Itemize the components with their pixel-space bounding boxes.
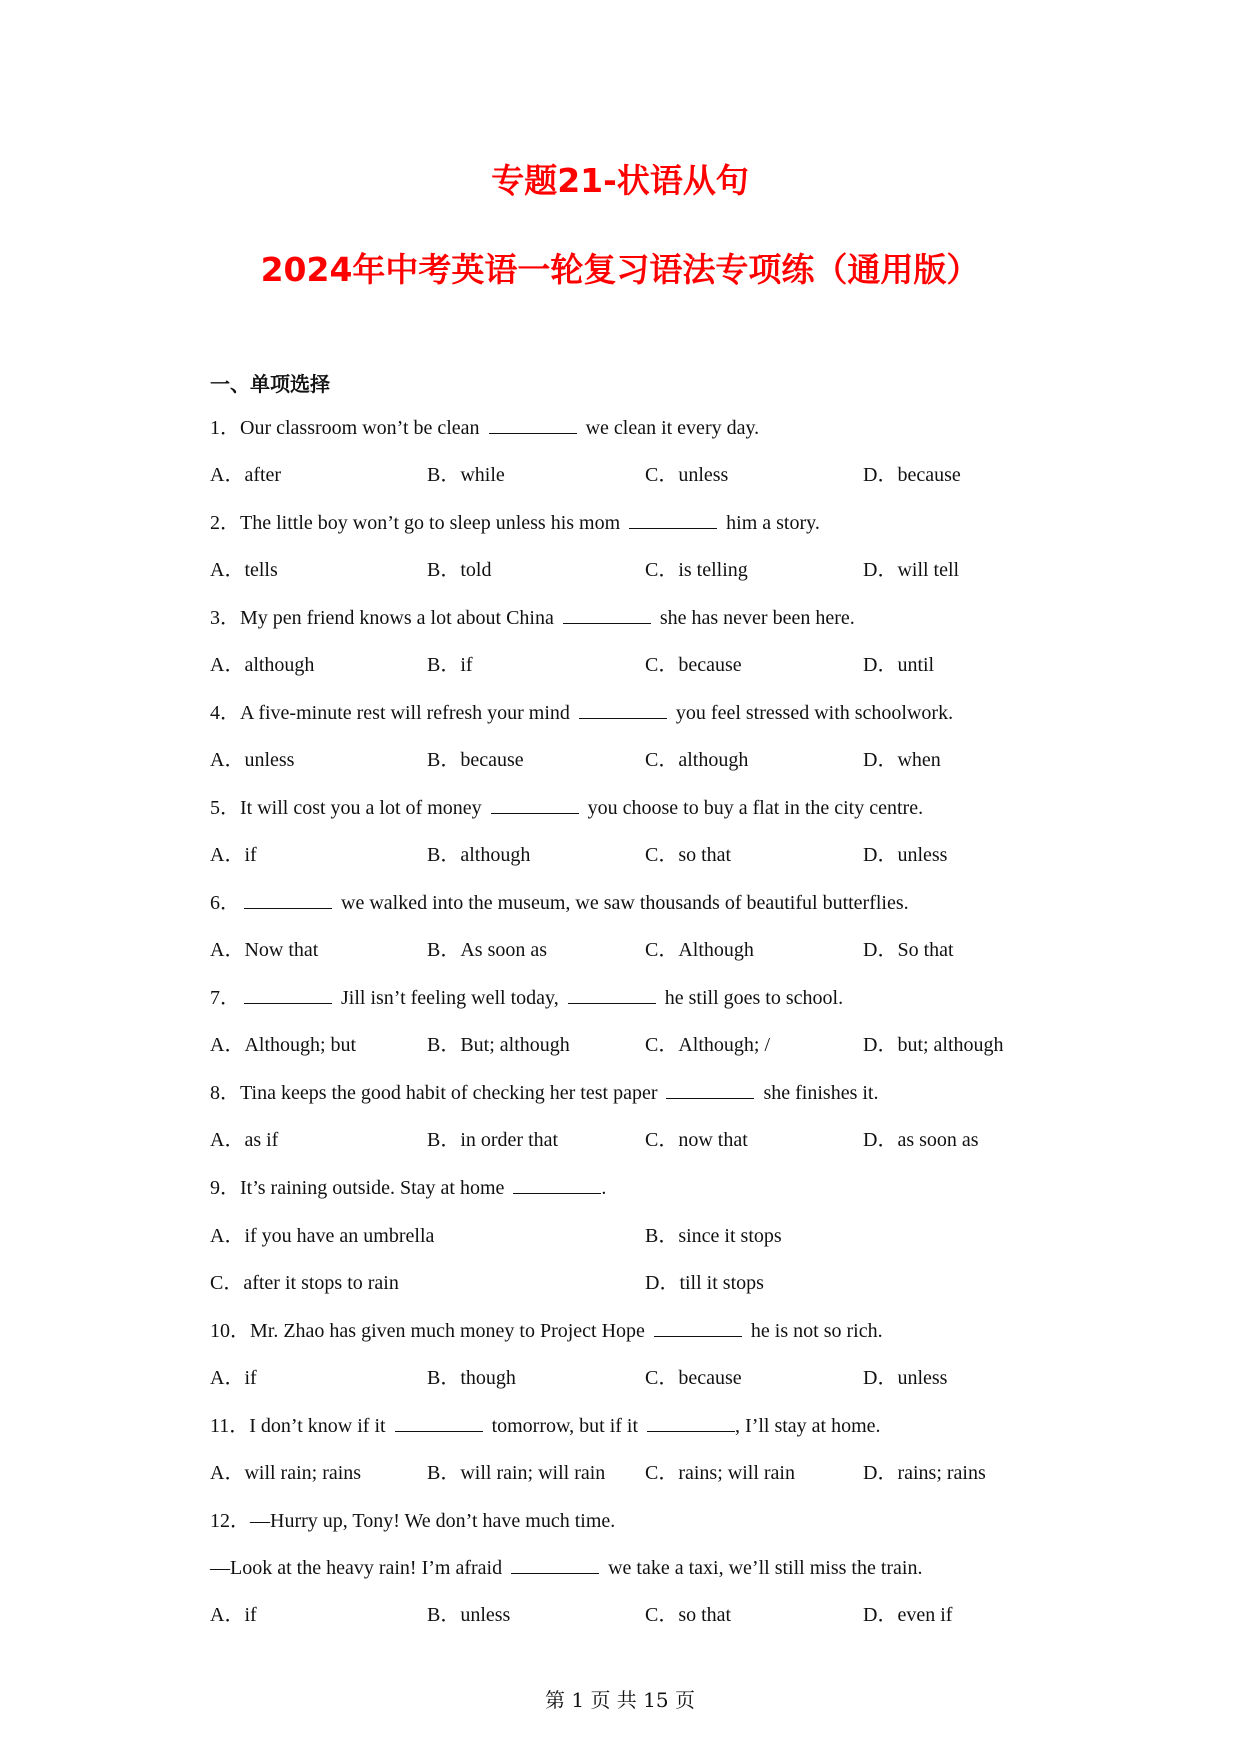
option-b: B．As soon as — [427, 939, 548, 961]
question-5 — [210, 795, 923, 821]
option-d: D．when — [863, 749, 941, 771]
option-d: D．rains; rains — [863, 1462, 986, 1484]
option-b: B．told — [427, 559, 492, 581]
answer-blank — [647, 1413, 735, 1432]
question-stem: A five-minute rest will refresh your mind — [240, 702, 575, 724]
question-number: 9． — [210, 1177, 240, 1199]
question-stem: Our classroom won’t be clean — [240, 417, 485, 439]
question-stem: It will cost you a lot of money — [240, 797, 487, 819]
option-c: C．Although; / — [645, 1034, 771, 1056]
option-a: A．Although; but — [210, 1034, 357, 1056]
question-number: 3． — [210, 607, 240, 629]
question-stem: she has never been here. — [654, 607, 855, 629]
question-stem: you feel stressed with schoolwork. — [670, 702, 954, 724]
question-stem: him a story. — [721, 512, 820, 534]
option-d: D．unless — [863, 844, 948, 866]
answer-blank — [491, 795, 579, 814]
option-c: C．because — [645, 654, 742, 676]
question-stem: he is not so rich. — [745, 1320, 883, 1342]
option-c: C．because — [645, 1367, 742, 1389]
section-heading: 一、单项选择 — [210, 372, 330, 396]
question-number: 6． — [210, 892, 240, 914]
question-stem: we clean it every day. — [580, 417, 760, 439]
question-number: 2． — [210, 512, 240, 534]
answer-blank — [629, 510, 717, 529]
option-c: C．now that — [645, 1129, 748, 1151]
question-stem: Jill isn’t feeling well today, — [336, 987, 564, 1009]
answer-blank — [511, 1555, 599, 1574]
option-c: C．unless — [645, 464, 729, 486]
answer-blank — [579, 700, 667, 719]
question-3 — [210, 605, 855, 631]
option-a: A．as if — [210, 1129, 279, 1151]
option-d: D．until — [863, 654, 935, 676]
question-stem: —Look at the heavy rain! I’m afraid — [210, 1557, 508, 1579]
question-stem: Tina keeps the good habit of checking her test paper — [240, 1082, 663, 1104]
question-stem: you choose to buy a flat in the city centre. — [582, 797, 924, 819]
question-stem: we take a taxi, we’ll still miss the train. — [603, 1557, 923, 1579]
option-a: A．unless — [210, 749, 295, 771]
option-b: B．because — [427, 749, 524, 771]
option-d: D．because — [863, 464, 961, 486]
question-8 — [210, 1080, 878, 1106]
option-b: B．since it stops — [645, 1225, 782, 1247]
option-a: A．if — [210, 1604, 257, 1626]
question-stem: we walked into the museum, we saw thousands of beautiful butterflies. — [336, 892, 909, 914]
question-number: 7． — [210, 987, 240, 1009]
question-stem: . — [601, 1177, 607, 1199]
option-b: B．if — [427, 654, 473, 676]
answer-blank — [563, 605, 651, 624]
answer-blank — [654, 1318, 742, 1337]
option-c: C．is telling — [645, 559, 748, 581]
question-10 — [210, 1318, 883, 1344]
question-stem: —Hurry up, Tony! We don’t have much time. — [250, 1510, 616, 1532]
question-6 — [210, 890, 909, 916]
answer-blank — [244, 985, 332, 1004]
answer-blank — [568, 985, 656, 1004]
option-c: C．after it stops to rain — [210, 1272, 399, 1294]
answer-blank — [666, 1080, 754, 1099]
option-a: A．if — [210, 1367, 257, 1389]
option-d: D．even if — [863, 1604, 953, 1626]
option-c: C．although — [645, 749, 749, 771]
question-stem: I don’t know if it — [249, 1415, 391, 1437]
question-number: 8． — [210, 1082, 240, 1104]
question-7 — [210, 985, 843, 1011]
option-d: D．will tell — [863, 559, 960, 581]
question-stem: Mr. Zhao has given much money to Project Hope — [250, 1320, 650, 1342]
option-b: B．unless — [427, 1604, 511, 1626]
option-b: B．though — [427, 1367, 516, 1389]
question-stem: My pen friend knows a lot about China — [240, 607, 559, 629]
question-12-line2 — [210, 1555, 922, 1581]
question-9 — [210, 1175, 606, 1201]
option-d: D．So that — [863, 939, 954, 961]
option-d: D．till it stops — [645, 1272, 764, 1294]
option-a: A．will rain; rains — [210, 1462, 362, 1484]
option-c: C．so that — [645, 844, 732, 866]
option-a: A．if — [210, 844, 257, 866]
option-d: D．as soon as — [863, 1129, 979, 1151]
question-number: 1． — [210, 417, 240, 439]
option-b: B．will rain; will rain — [427, 1462, 606, 1484]
option-d: D．unless — [863, 1367, 948, 1389]
option-a: A．after — [210, 464, 282, 486]
document-subtitle: 2024年中考英语一轮复习语法专项练（通用版） — [260, 250, 980, 289]
option-b: B．although — [427, 844, 531, 866]
option-b: B．in order that — [427, 1129, 559, 1151]
question-number: 12． — [210, 1510, 250, 1532]
option-a: A．Now that — [210, 939, 319, 961]
option-a: A．although — [210, 654, 315, 676]
question-stem: she finishes it. — [758, 1082, 879, 1104]
option-c: C．Although — [645, 939, 754, 961]
answer-blank — [489, 415, 577, 434]
option-b: B．while — [427, 464, 505, 486]
page-footer: 第 1 页 共 15 页 — [545, 1688, 695, 1712]
document-title: 专题21-状语从句 — [491, 161, 749, 200]
question-stem: he still goes to school. — [659, 987, 844, 1009]
question-1 — [210, 415, 759, 441]
question-number: 10． — [210, 1320, 250, 1342]
question-number: 4． — [210, 702, 240, 724]
answer-blank — [395, 1413, 483, 1432]
answer-blank — [244, 890, 332, 909]
option-a: A．tells — [210, 559, 278, 581]
option-a: A．if you have an umbrella — [210, 1225, 435, 1247]
question-number: 11． — [210, 1415, 250, 1437]
option-d: D．but; although — [863, 1034, 1004, 1056]
question-2 — [210, 510, 820, 536]
question-4 — [210, 700, 953, 726]
answer-blank — [513, 1175, 601, 1194]
option-c: C．so that — [645, 1604, 732, 1626]
question-number: 5． — [210, 797, 240, 819]
question-11 — [210, 1413, 881, 1439]
question-stem: It’s raining outside. Stay at home — [240, 1177, 510, 1199]
question-stem: tomorrow, but if it — [486, 1415, 644, 1437]
option-b: B．But; although — [427, 1034, 570, 1056]
question-stem: The little boy won’t go to sleep unless his mom — [240, 512, 626, 534]
question-12 — [210, 1508, 615, 1534]
question-stem: , I’ll stay at home. — [735, 1415, 881, 1437]
option-c: C．rains; will rain — [645, 1462, 795, 1484]
